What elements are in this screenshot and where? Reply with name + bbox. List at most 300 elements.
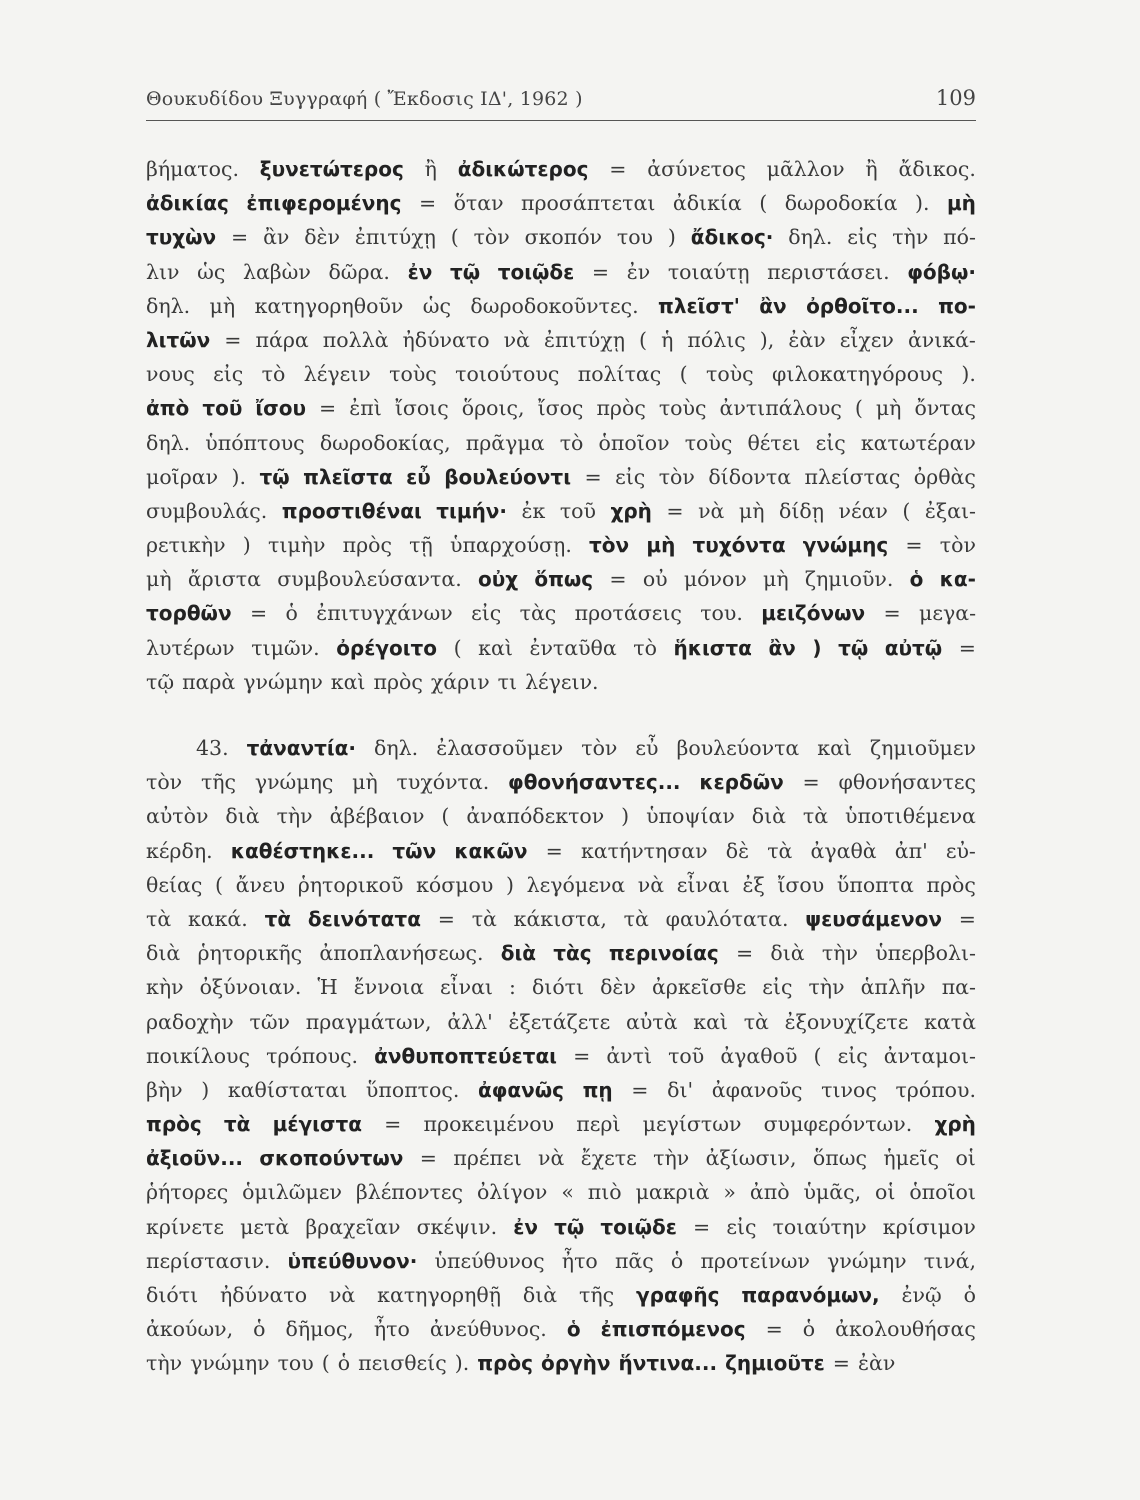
lemma-word: περινοίας xyxy=(608,941,719,966)
word: διὰ xyxy=(751,804,786,829)
word: ἴσοις xyxy=(394,396,449,421)
word: ζημιοῦν. xyxy=(804,567,894,592)
lemma-word: πρὸς xyxy=(477,1351,533,1376)
word: ( xyxy=(902,498,911,523)
word: ) xyxy=(667,225,676,250)
text-line xyxy=(146,255,976,289)
word: αὐτὸν xyxy=(146,804,209,829)
word: ἐκ xyxy=(521,498,546,523)
word: τὸ xyxy=(261,362,286,387)
lemma-word: προστιθέναι xyxy=(281,498,422,523)
word: τοιαύτην xyxy=(772,1214,867,1239)
lemma-word: ἐν xyxy=(513,1214,538,1239)
lemma-word: παρανόμων, xyxy=(741,1283,880,1307)
word: ἀδικία xyxy=(672,191,742,216)
word: κρίσιμον xyxy=(882,1214,976,1239)
word: καὶ xyxy=(478,635,513,660)
text-line xyxy=(146,460,976,494)
lemma-word: διὰ xyxy=(500,941,536,966)
text-line xyxy=(146,1210,976,1244)
lemma-word: ἀνθυποπτεύεται xyxy=(374,1043,557,1068)
word: ὁ xyxy=(285,601,298,626)
word: πολλὰ xyxy=(322,327,389,352)
word: τινος xyxy=(821,1077,877,1102)
word: ῥητορικῆς xyxy=(197,941,303,966)
word: ἐπὶ xyxy=(349,396,382,421)
word: τὰ xyxy=(802,804,829,829)
word: = xyxy=(437,906,455,931)
word: ἀπ' xyxy=(894,838,928,863)
word: ἔννοια xyxy=(353,975,424,1000)
word: ). xyxy=(961,362,976,387)
lemma-word: κακῶν xyxy=(454,838,528,863)
word: ἐπιτύχῃ xyxy=(543,327,625,352)
word: ζημιοῦμεν xyxy=(870,736,976,760)
word: πιὸ xyxy=(587,1180,622,1205)
word: του xyxy=(277,1351,314,1376)
word: πρὸς xyxy=(342,533,392,558)
word: δὲν xyxy=(304,225,341,250)
word: περὶ xyxy=(576,1112,621,1137)
word: εἰς xyxy=(726,1214,757,1239)
word: κάκιστα, xyxy=(513,906,607,931)
lemma-word: ὁ xyxy=(566,1317,581,1342)
text-line xyxy=(146,357,976,391)
word: οἱ xyxy=(875,1180,896,1205)
word: τὴν xyxy=(892,225,929,250)
word: τοὺς xyxy=(389,362,437,387)
word: ὁμιλῶμεν xyxy=(242,1180,342,1205)
word: οὐ xyxy=(642,567,668,592)
word: ἀντὶ xyxy=(606,1043,653,1068)
word: μεγα- xyxy=(919,601,976,626)
word: ὅροις, xyxy=(461,396,525,421)
lemma-word: εὖ xyxy=(406,464,431,489)
word: αὐτὰ xyxy=(626,1009,678,1034)
word: τῇ xyxy=(409,533,433,558)
word: κρίνετε xyxy=(146,1214,224,1239)
word: ἡμεῖς xyxy=(883,1146,940,1171)
lemma-word: κα- xyxy=(939,567,976,592)
word: = xyxy=(883,601,901,626)
word: τὰ xyxy=(471,906,497,931)
word: μεγίστων xyxy=(642,1112,742,1137)
word: μὴ xyxy=(352,770,378,795)
word: εἶναι xyxy=(439,975,493,1000)
word: ὀξύνοιαν. xyxy=(199,975,302,1000)
word: ) xyxy=(621,804,630,829)
lemma-word: τορθῶν xyxy=(146,601,232,626)
word: καὶ xyxy=(330,669,366,694)
word: ὑπόπτους xyxy=(205,430,305,455)
lemma-word: ὑπεύθυνον· xyxy=(287,1248,418,1273)
word: σκοπόν xyxy=(524,225,603,250)
text-line xyxy=(146,970,976,1004)
lemma-word: γραφῆς xyxy=(636,1283,720,1307)
word: ἴσος xyxy=(537,396,584,421)
word: ( xyxy=(453,635,462,660)
text-line xyxy=(146,868,976,902)
lemma-word: οὐχ xyxy=(477,567,519,592)
lemma-word: τυχόντα xyxy=(692,533,786,558)
word: ἀντιπάλους xyxy=(719,396,842,421)
word: ἐξαι- xyxy=(924,498,976,523)
word: βουλεύοντα xyxy=(676,736,800,760)
lemma-word: ἥντινα... xyxy=(618,1351,718,1376)
word: γνώμην xyxy=(827,1248,907,1273)
commentary-text xyxy=(146,152,976,1381)
text-line xyxy=(146,834,976,868)
word: τὸ xyxy=(559,430,584,455)
text-line xyxy=(146,562,976,596)
lemma-word: ἀδικίας xyxy=(146,191,229,216)
lemma-word: τὸν xyxy=(589,533,630,558)
word: = xyxy=(958,906,976,931)
word: φθονήσαντες xyxy=(838,770,976,795)
lemma-word: ἐν xyxy=(407,259,433,284)
lemma-word: ὀρέγοιτο xyxy=(336,635,438,660)
lemma-word: χρὴ xyxy=(610,498,652,523)
word: = xyxy=(249,601,268,626)
word: κατηγορηθῇ xyxy=(377,1283,502,1307)
word: ). xyxy=(454,1351,470,1376)
word: = xyxy=(591,259,610,284)
word: τὴν xyxy=(276,804,313,829)
word: ρετικὴν xyxy=(146,533,226,558)
lemma-word: πλεῖστα xyxy=(303,464,393,489)
lemma-word: ἀπὸ xyxy=(146,396,190,421)
word: κέρδη. xyxy=(146,838,213,863)
word: = xyxy=(609,157,627,181)
running-header xyxy=(146,80,976,121)
word: του xyxy=(616,225,654,250)
lemma-word: τὰ xyxy=(223,1112,251,1137)
word: περιστάσει. xyxy=(767,259,890,284)
word: ἄριστα xyxy=(187,567,261,592)
word: δωροδοκίας, xyxy=(319,430,451,455)
word: ἀνικά- xyxy=(907,327,976,352)
word: προτείνων xyxy=(700,1248,810,1273)
word: ἠδύνατο xyxy=(220,1283,308,1307)
word: = xyxy=(419,1146,437,1171)
word: ἴσου xyxy=(777,872,825,897)
word: προτάσεις xyxy=(574,601,682,626)
word: ἡ xyxy=(661,327,674,352)
word: ἐπιτυγχάνων xyxy=(316,601,453,626)
word: ἐνῷ xyxy=(901,1283,942,1307)
word: φιλοκατηγόρους xyxy=(772,362,943,387)
paragraph xyxy=(146,152,976,699)
word: τὰ xyxy=(623,906,649,931)
lemma-word: τῷ xyxy=(449,259,481,284)
lemma-word: πρὸς xyxy=(146,1112,202,1137)
word: = xyxy=(545,838,563,863)
word: δίδοντα xyxy=(708,464,792,489)
word: = xyxy=(693,1214,711,1239)
lemma-word: αὐτῷ xyxy=(884,635,943,660)
word: μᾶλλον xyxy=(766,157,845,181)
word: ἀβέβαιον xyxy=(329,804,425,829)
word: θείας xyxy=(146,872,203,897)
word: κατήντησαν xyxy=(580,838,708,863)
word: διὰ xyxy=(146,941,181,966)
lemma-word: ἀδικώτερος xyxy=(457,157,589,181)
word: νὰ xyxy=(698,498,725,523)
word: ἐν xyxy=(626,259,651,284)
word: ραδοχὴν xyxy=(146,1009,234,1034)
lemma-word: τῷ xyxy=(838,635,869,660)
word: ὕποπτος. xyxy=(365,1077,460,1102)
word: τοὺς xyxy=(658,396,707,421)
word: τῶν xyxy=(249,1009,291,1034)
word: ὁ xyxy=(802,1317,816,1342)
word: ὕποπτα xyxy=(836,872,914,897)
word: περίστασιν. xyxy=(146,1248,271,1273)
word: νὰ xyxy=(538,1146,565,1171)
word: ), xyxy=(759,327,775,352)
lemma-word: κερδῶν xyxy=(699,770,784,795)
word: ὡς xyxy=(197,259,226,284)
word: πᾶς xyxy=(614,1248,654,1273)
word: ἀξίωσιν, xyxy=(705,1146,797,1171)
word: τὴν xyxy=(146,1351,183,1376)
word: συμβουλάς. xyxy=(146,498,268,523)
text-line xyxy=(146,1278,976,1312)
word: κατωτέραν xyxy=(860,430,976,455)
word: ἐὰν xyxy=(788,327,826,352)
word: ὑπεύθυνος xyxy=(434,1248,545,1273)
text-line xyxy=(146,631,976,665)
word: δίδῃ xyxy=(778,498,824,523)
word: καὶ xyxy=(693,1009,728,1034)
word: ὑμᾶς, xyxy=(803,1180,862,1205)
word: προσάπτεται xyxy=(521,191,656,216)
word: ἀκούων, xyxy=(146,1317,234,1342)
word: χάριν xyxy=(430,669,490,694)
word: τὰς xyxy=(519,601,557,626)
word: ( xyxy=(214,872,223,897)
word: ἂν xyxy=(263,225,290,250)
word: εἰς xyxy=(471,601,502,626)
word: κὴν xyxy=(146,975,184,1000)
word: κατηγορηθοῦν xyxy=(254,293,404,318)
word: βραχεῖαν xyxy=(305,1214,401,1239)
lemma-word: τῷ xyxy=(554,1214,585,1239)
lemma-word: τῷ xyxy=(259,464,290,489)
word: ὁποῖοι xyxy=(909,1180,976,1205)
text-line xyxy=(146,936,976,970)
word: τὸν xyxy=(658,464,695,489)
word: μὴ xyxy=(763,567,789,592)
word: « xyxy=(561,1180,574,1205)
word: διότι xyxy=(146,1283,199,1307)
text-line xyxy=(146,528,976,562)
word: 43. xyxy=(196,736,229,760)
lemma-word: ἐπισπόμενος xyxy=(600,1317,746,1342)
word: = xyxy=(631,1077,649,1102)
word: ὡς xyxy=(422,293,451,318)
word: ἀκολουθήσας xyxy=(835,1317,976,1342)
word: ) xyxy=(242,533,251,558)
word: ἐξονυχίζετε xyxy=(784,1009,909,1034)
text-line xyxy=(146,902,976,936)
word: πεισθείς xyxy=(358,1351,447,1376)
word: ἀνεύθυνος. xyxy=(429,1317,547,1342)
word: εἰς xyxy=(847,225,878,250)
word: ἄδικος. xyxy=(898,157,976,181)
word: καὶ xyxy=(817,736,852,760)
word: τὰ xyxy=(767,838,793,863)
text-line xyxy=(146,799,976,833)
header-title: Θουκυδίδου Ξυγγραφή ( Ἔκδοσις ΙΔ', 1962 ) xyxy=(146,88,583,110)
lemma-word: φόβῳ· xyxy=(907,259,976,284)
word: τὰ xyxy=(146,906,172,931)
word: καθίσταται xyxy=(227,1077,348,1102)
word: κόσμου xyxy=(416,872,494,897)
word: τῆς xyxy=(200,770,237,795)
lemma-word: ) xyxy=(812,635,822,660)
word: μὴ xyxy=(146,567,172,592)
word: τρόπους. xyxy=(266,1043,359,1068)
word: = xyxy=(765,1317,783,1342)
word: ἐξετάζετε xyxy=(508,1009,611,1034)
text-line xyxy=(146,186,976,220)
lemma-word: τυχὼν xyxy=(146,225,217,250)
word: = xyxy=(384,1112,402,1137)
word: ὑπαρχούσῃ. xyxy=(449,533,572,558)
text-line xyxy=(146,596,976,630)
lemma-word: μειζόνων xyxy=(761,601,866,626)
word: ἀλλ' xyxy=(447,1009,493,1034)
word: δηλ. xyxy=(374,736,419,760)
word: εἶχεν xyxy=(839,327,894,352)
word: παρὰ xyxy=(182,669,236,694)
word: ἀσύνετος xyxy=(647,157,746,181)
word: διότι xyxy=(531,975,585,1000)
word: βλέποντες xyxy=(355,1180,464,1205)
lemma-word: τὰ xyxy=(264,906,292,931)
word: ὅταν xyxy=(453,191,504,216)
word: δηλ. xyxy=(146,293,191,318)
word: πρὸς xyxy=(926,872,976,897)
word: ). xyxy=(231,464,247,489)
word: = xyxy=(666,498,684,523)
word: διὰ xyxy=(770,941,805,966)
text-line xyxy=(146,289,976,323)
text-line xyxy=(146,1346,976,1380)
word: τοὺς xyxy=(684,430,733,455)
lemma-word: ἄδικος· xyxy=(690,225,774,250)
word: τὸ xyxy=(633,635,657,660)
word: θέτει xyxy=(747,430,801,455)
word: ὅπως xyxy=(812,1146,867,1171)
text-line xyxy=(146,731,976,765)
word: ὁ xyxy=(337,1351,351,1376)
word: ( xyxy=(679,362,688,387)
lemma-word: μὴ xyxy=(946,191,976,216)
word: εἰς xyxy=(213,362,244,387)
word: ἀπὸ xyxy=(749,1180,790,1205)
word: πόλις xyxy=(687,327,746,352)
word: μόνον xyxy=(683,567,747,592)
word: του. xyxy=(700,601,743,626)
word: οἱ xyxy=(955,1146,976,1171)
lemma-word: καθέστηκε... xyxy=(230,838,375,863)
lemma-word: ζημιοῦτε xyxy=(725,1351,825,1376)
word: = xyxy=(224,327,242,352)
word: ( xyxy=(450,225,459,250)
word: δῆμος, xyxy=(285,1317,354,1342)
word: τὸν xyxy=(939,533,976,558)
word: πλείστας xyxy=(804,464,901,489)
text-line xyxy=(146,1141,976,1175)
word: εἶναι xyxy=(676,872,730,897)
lemma-word: τιμήν· xyxy=(436,498,508,523)
word: εἰς xyxy=(762,975,793,1000)
word: δὲν xyxy=(600,975,636,1000)
word: συμφερόντων. xyxy=(763,1112,913,1137)
lemma-word: ξυνετώτερος xyxy=(259,157,404,181)
word: δι' xyxy=(667,1077,694,1102)
word: τὸν xyxy=(146,770,183,795)
word: ἀγαθοῦ xyxy=(720,1043,798,1068)
word: τοῦ xyxy=(559,498,596,523)
lemma-word: πῃ xyxy=(582,1077,613,1102)
word: ὑπερβολι- xyxy=(875,941,976,966)
lemma-word: ὁ xyxy=(909,567,924,592)
word: τιμὴν xyxy=(267,533,326,558)
word: πρὸς xyxy=(596,396,646,421)
word: ὁ xyxy=(963,1283,976,1307)
lemma-word: τοῦ xyxy=(202,396,243,421)
word: ἐπιτύχῃ xyxy=(354,225,436,250)
word: ( xyxy=(639,327,648,352)
text-line xyxy=(146,323,976,357)
word: ( xyxy=(759,191,768,216)
word: βὴν xyxy=(146,1077,183,1102)
lemma-word: ὀρθοῖτο... xyxy=(806,293,919,318)
word: κατὰ xyxy=(924,1009,976,1034)
word: τυχόντα. xyxy=(396,770,490,795)
word: πα- xyxy=(941,975,976,1000)
word: = xyxy=(319,396,337,421)
word: ὁ xyxy=(253,1317,266,1342)
word: γνώμην xyxy=(243,669,323,694)
word: τι xyxy=(497,669,518,694)
word: λαβὼν xyxy=(242,259,311,284)
word: = xyxy=(231,225,249,250)
word: λιν xyxy=(146,259,180,284)
text-line xyxy=(146,426,976,460)
paragraph-gap xyxy=(146,699,976,731)
word: τὸν xyxy=(581,736,618,760)
word: λυτέρων xyxy=(146,635,235,660)
word: δηλ. xyxy=(788,225,833,250)
word: προκειμένου xyxy=(423,1112,555,1137)
word: = xyxy=(735,941,754,966)
word: τρόπου. xyxy=(895,1077,976,1102)
lemma-word: χρὴ xyxy=(934,1112,976,1137)
word: ἐξ xyxy=(742,872,765,897)
word: τοιούτους xyxy=(455,362,560,387)
word: ἁπλῆν xyxy=(860,975,926,1000)
word: μὴ xyxy=(209,293,236,318)
lemma-word: πο- xyxy=(938,293,976,318)
word: δὲ xyxy=(725,838,750,863)
word: γνώμην xyxy=(190,1351,270,1376)
word: μὴ xyxy=(875,396,902,421)
word: = xyxy=(573,1043,591,1068)
